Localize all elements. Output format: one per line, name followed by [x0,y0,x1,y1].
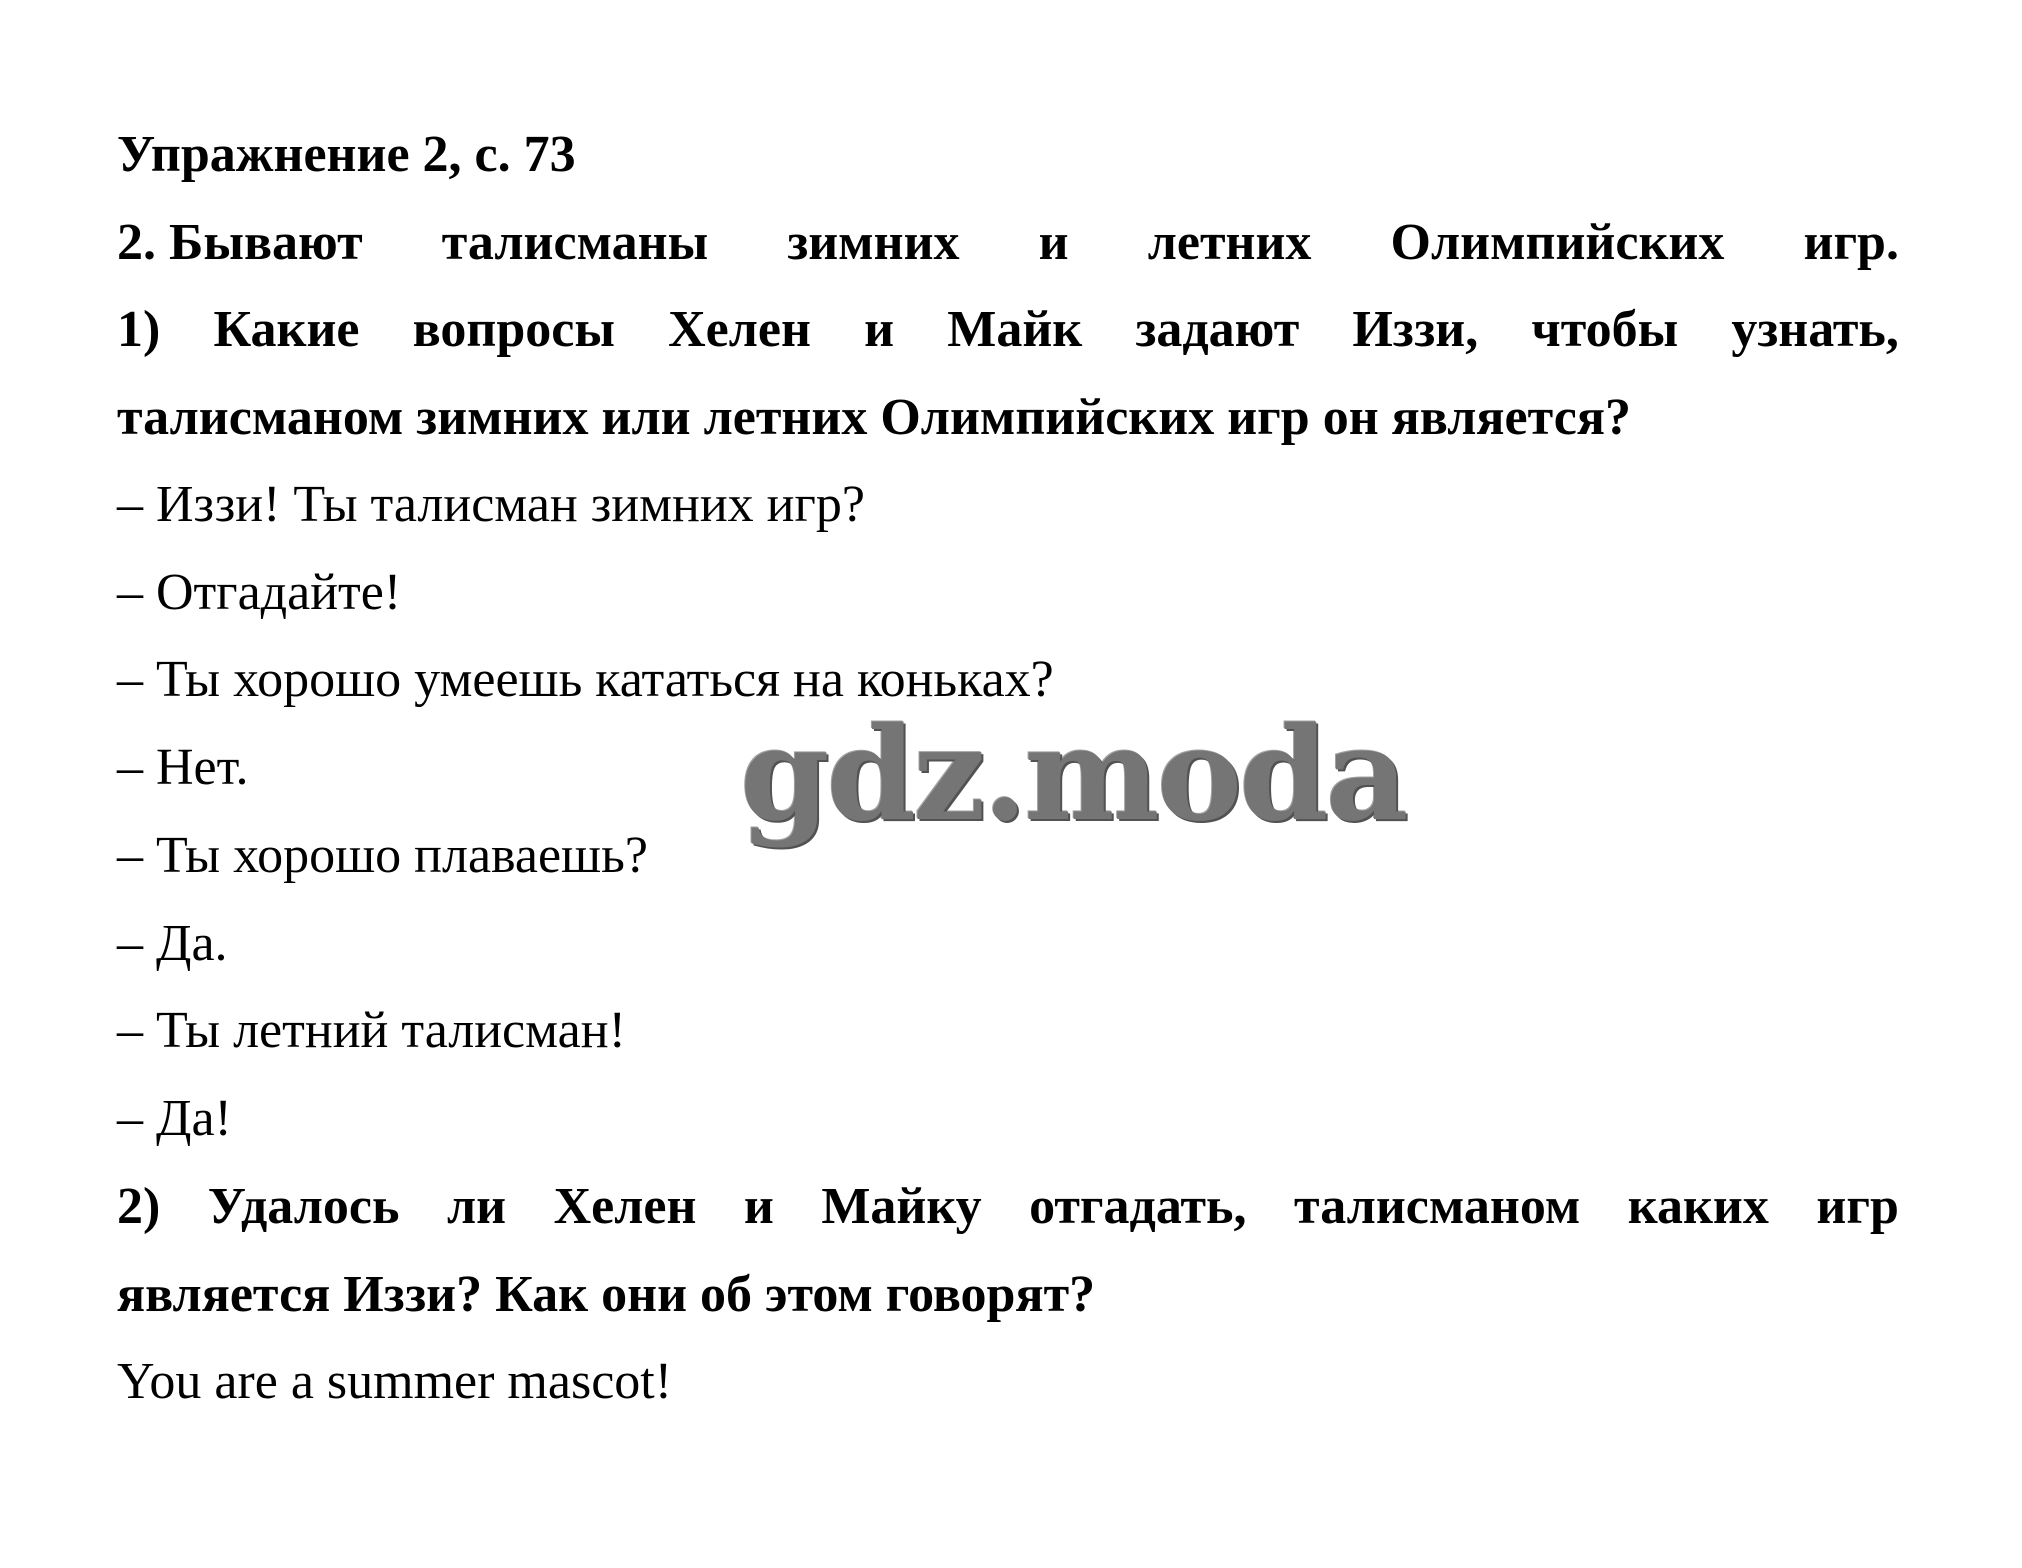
task-line-1-word: и [1038,214,1069,271]
task-line-2-word: вопросы [412,301,615,358]
task-line-2-word: Майк [947,301,1083,358]
task-line-3: талисманом зимних или летних Олимпийских игр он является? [117,389,1631,446]
task-line-2 [117,300,1899,360]
dialogue-line: – Иззи! Ты талисман зимних игр? [117,476,865,533]
answer-text: You are a summer mascot! [117,1353,673,1410]
task-line-2-word: и [864,301,895,358]
question2-word: каких [1627,1178,1769,1235]
dialogue-line: – Ты хорошо умеешь кататься на коньках? [117,651,1054,708]
task-line-1 [117,213,1899,273]
question2-word: ли [446,1178,507,1235]
question2-word: Хелен [553,1178,697,1235]
dialogue-line: – Отгадайте! [117,564,402,621]
task-line-2-word: задают [1135,301,1300,358]
task-line-1-word: зимних [787,214,960,271]
task-line-2-word: Хелен [668,301,811,358]
task-line-1-word: Олимпийских [1390,214,1725,271]
dialogue-line: – Да. [117,915,228,972]
question2-line-2: является Иззи? Как они об этом говорят? [117,1266,1096,1323]
task-line-2-word: Иззи, [1352,301,1479,358]
task-line-1-word: 2. Бывают [117,214,363,271]
question2-line-1 [117,1177,1899,1237]
task-line-2-word: узнать, [1731,301,1899,358]
question2-word: Майку [821,1178,982,1235]
question2-word: Удалось [207,1178,400,1235]
task-line-2-word: чтобы [1531,301,1679,358]
task-line-1-word: талисманы [441,214,709,271]
question2-word: 2) [117,1178,161,1235]
question2-word: отгадать, [1029,1178,1247,1235]
task-line-1-word: игр. [1803,214,1899,271]
task-line-2-word: Какие [213,301,360,358]
dialogue-line: – Ты хорошо плаваешь? [117,827,648,884]
dialogue-line: – Ты летний талисман! [117,1002,626,1059]
question2-word: талисманом [1294,1178,1581,1235]
previous-text-fragment [280,0,1880,10]
question2-word: игр [1816,1178,1899,1235]
watermark-logo: gdz.moda [740,700,1406,850]
dialogue-line: – Да! [117,1090,232,1147]
task-line-2-word: 1) [117,301,161,358]
exercise-heading: Упражнение 2, с. 73 [117,126,576,183]
dialogue-line: – Нет. [117,739,249,796]
question2-word: и [743,1178,774,1235]
task-line-1-word: летних [1147,214,1312,271]
